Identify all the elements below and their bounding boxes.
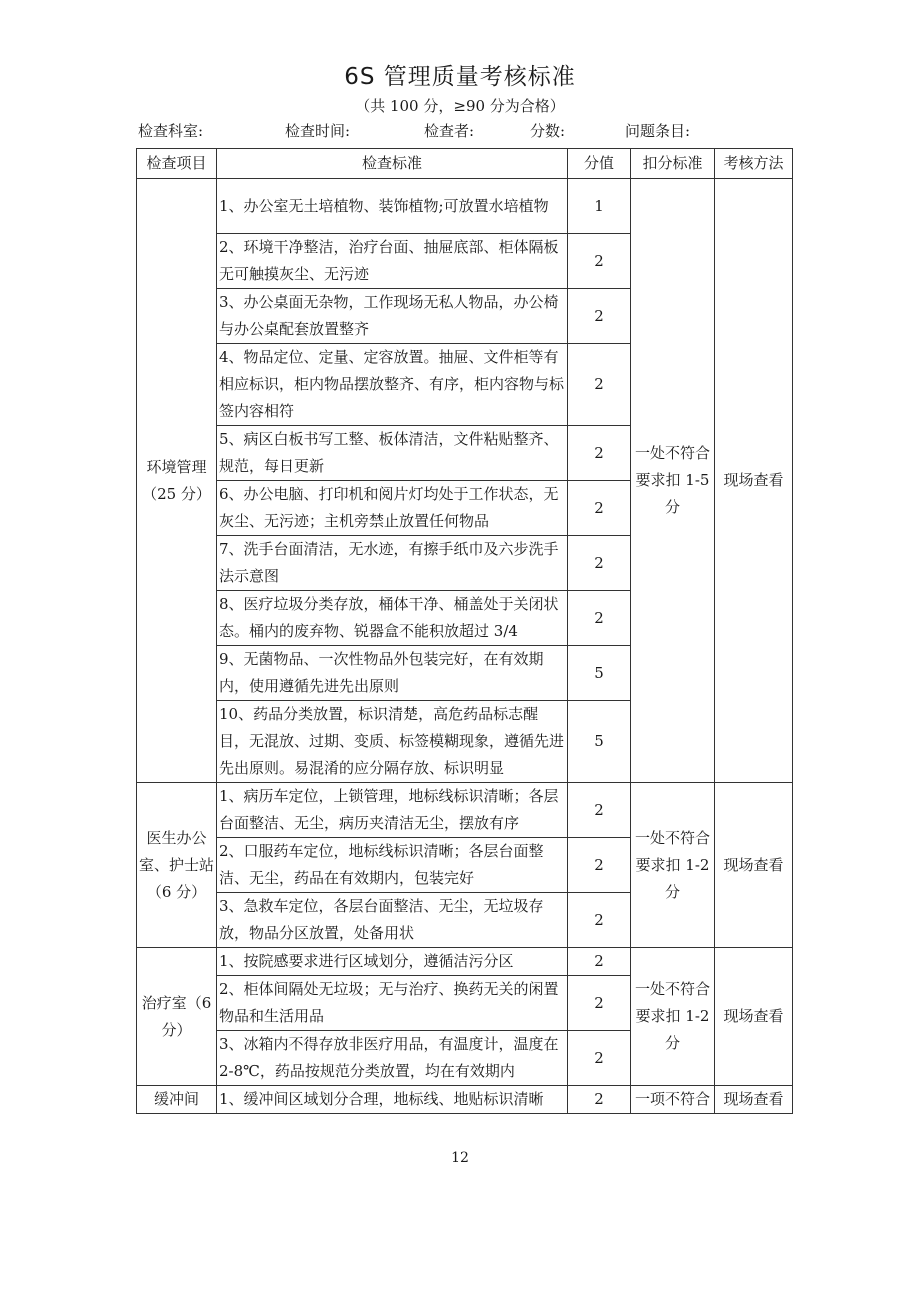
document-subtitle: （共 100 分，≥90 分为合格） [355,97,565,115]
standard-text: 1、办公室无土培植物、装饰植物;可放置水培植物 [217,179,568,234]
standard-text: 2、口服药车定位，地标线标识清晰；各层台面整洁、无尘，药品在有效期内，包装完好 [217,838,568,893]
standard-text: 5、病区白板书写工整、板体清洁，文件粘贴整齐、规范，每日更新 [217,426,568,481]
score-value: 2 [568,1031,631,1086]
standard-text: 1、缓冲间区域划分合理，地标线、地贴标识清晰 [217,1086,568,1114]
section-name: 缓冲间 [137,1086,217,1114]
score-value: 2 [568,893,631,948]
header-item: 检查项目 [137,149,217,179]
page-number: 12 [451,1150,469,1166]
score-value: 1 [568,179,631,234]
score-value: 2 [568,591,631,646]
header-score: 分值 [568,149,631,179]
score-value: 2 [568,481,631,536]
score-value: 2 [568,536,631,591]
meta-dept-label: 检查科室: [138,122,204,140]
table-row [137,1086,793,1114]
score-value: 2 [568,234,631,289]
standard-text: 2、柜体间隔处无垃圾；无与治疗、换药无关的闲置物品和生活用品 [217,976,568,1031]
assessment-method: 现场查看 [715,948,793,1086]
meta-issues-label: 问题条目: [625,122,691,140]
section-name: 治疗室（6 分） [137,948,217,1086]
assessment-method: 现场查看 [715,1086,793,1114]
score-value: 2 [568,976,631,1031]
standard-text: 3、冰箱内不得存放非医疗用品，有温度计，温度在 2-8℃，药品按规范分类放置，均在有效期内 [217,1031,568,1086]
deduction-rule: 一处不符合要求扣 1-2 分 [631,948,715,1086]
score-value: 2 [568,838,631,893]
meta-inspector-label: 检查者: [424,122,475,140]
assessment-table [136,148,793,1114]
deduction-rule: 一处不符合要求扣 1-5 分 [631,179,715,783]
score-value: 2 [568,344,631,426]
section-name: 医生办公室、护士站（6 分） [137,783,217,948]
standard-text: 9、无菌物品、一次性物品外包装完好，在有效期内，使用遵循先进先出原则 [217,646,568,701]
score-value: 5 [568,646,631,701]
meta-score-label: 分数: [530,122,566,140]
deduction-rule: 一处不符合要求扣 1-2 分 [631,783,715,948]
assessment-method: 现场查看 [715,783,793,948]
score-value: 2 [568,426,631,481]
score-value: 2 [568,1086,631,1114]
standard-text: 8、医疗垃圾分类存放，桶体干净、桶盖处于关闭状态。桶内的废弃物、锐器盒不能积放超过 3/4 [217,591,568,646]
assessment-method: 现场查看 [715,179,793,783]
standard-text: 1、病历车定位，上锁管理，地标线标识清晰；各层台面整洁、无尘，病历夹清洁无尘，摆放有序 [217,783,568,838]
standard-text: 7、洗手台面清洁，无水迹，有擦手纸巾及六步洗手法示意图 [217,536,568,591]
header-method: 考核方法 [715,149,793,179]
score-value: 5 [568,701,631,783]
table-header-row [137,149,793,179]
score-value: 2 [568,289,631,344]
standard-text: 4、物品定位、定量、定容放置。抽屉、文件柜等有相应标识，柜内物品摆放整齐、有序，柜内容物与标签内容相符 [217,344,568,426]
score-value: 2 [568,948,631,976]
standard-text: 6、办公电脑、打印机和阅片灯均处于工作状态，无灰尘、无污迹；主机旁禁止放置任何物品 [217,481,568,536]
inspection-meta-row [138,120,798,142]
standard-text: 3、急救车定位，各层台面整洁、无尘，无垃圾存放，物品分区放置，处备用状 [217,893,568,948]
table-row [137,179,793,234]
meta-time-label: 检查时间: [285,122,351,140]
header-standard: 检查标准 [217,149,568,179]
document-title: 6S 管理质量考核标准 [344,64,576,90]
section-name: 环境管理（25 分） [137,179,217,783]
standard-text: 2、环境干净整洁，治疗台面、抽屉底部、柜体隔板无可触摸灰尘、无污迹 [217,234,568,289]
table-row [137,783,793,838]
header-deduction: 扣分标准 [631,149,715,179]
standard-text: 10、药品分类放置，标识清楚，高危药品标志醒目，无混放、过期、变质、标签模糊现象，遵循先进先出原则。易混淆的应分隔存放、标识明显 [217,701,568,783]
score-value: 2 [568,783,631,838]
table-row [137,948,793,976]
deduction-rule: 一项不符合 [631,1086,715,1114]
standard-text: 3、办公桌面无杂物，工作现场无私人物品，办公椅与办公桌配套放置整齐 [217,289,568,344]
standard-text: 1、按院感要求进行区域划分，遵循洁污分区 [217,948,568,976]
